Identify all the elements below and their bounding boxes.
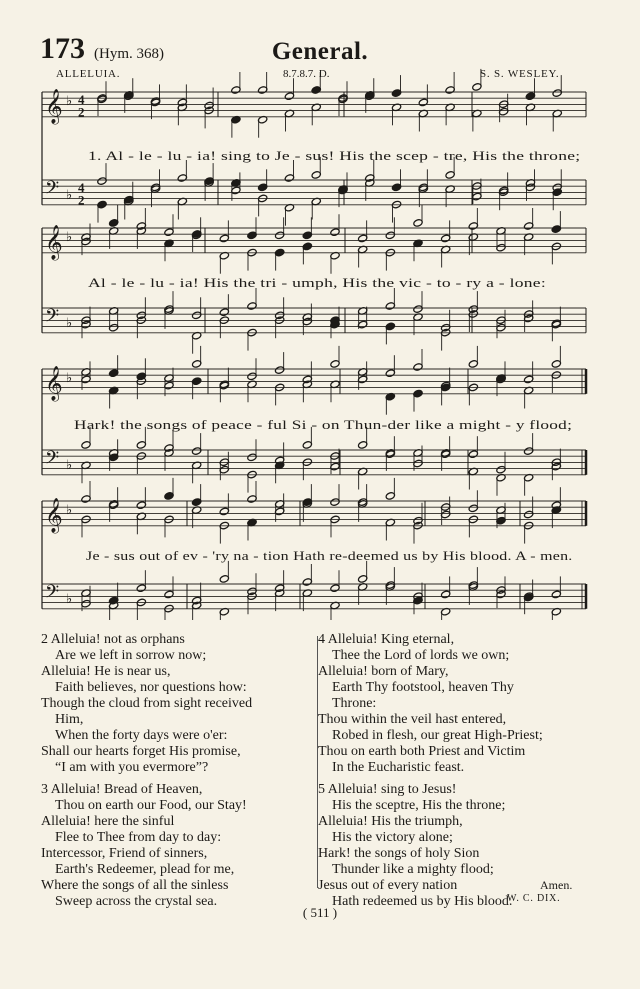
hymn-section-title: General.: [271, 38, 369, 65]
verse-line: Thunder like a mighty flood;: [332, 862, 494, 877]
flat-icon: ♭: [66, 591, 73, 606]
verse-line: 3 Alleluia! Bread of Heaven,: [41, 782, 203, 797]
bass-clef-icon: 𝄢: [45, 448, 60, 473]
verse-line: Alleluia! He is near us,: [41, 664, 171, 679]
verse-line: Alleluia! born of Mary,: [318, 664, 449, 679]
flat-icon: ♭: [66, 93, 73, 108]
verse-line: Thou on earth our Food, our Stay!: [55, 798, 247, 813]
verse-line: Thou on earth both Priest and Victim: [318, 744, 526, 759]
time-signature: 4: [78, 180, 85, 195]
verse-line: In the Eucharistic feast.: [332, 760, 465, 775]
verse-stanza: [41, 782, 252, 910]
hymn-number: 173: [40, 32, 85, 65]
bass-clef-icon: 𝄢: [45, 306, 60, 331]
verse-line: Him,: [55, 712, 84, 727]
verse-line: Sweep across the crystal sea.: [55, 894, 218, 909]
verse-line: Hath redeemed us by His blood.: [332, 894, 513, 909]
flat-icon: ♭: [66, 315, 73, 330]
flat-icon: ♭: [66, 502, 73, 517]
time-signature: 4: [78, 92, 85, 107]
bass-clef-icon: 𝄢: [45, 178, 60, 203]
time-signature: 2: [78, 104, 85, 120]
verse-line: Flee to Thee from day to day:: [55, 830, 222, 845]
bass-clef-icon: 𝄢: [45, 582, 60, 607]
verse-line: Faith believes, nor questions how:: [55, 680, 247, 695]
verse-line: Alleluia! His the triumph,: [318, 814, 463, 829]
treble-clef-icon: 𝄞: [45, 498, 63, 533]
time-signature: 2: [78, 192, 85, 208]
verse-line: Earth Thy footstool, heaven Thy: [332, 680, 514, 695]
verse-line: Though the cloud from sight received: [41, 696, 253, 711]
composer: S. S. WESLEY.: [480, 68, 560, 80]
verse-line: 4 Alleluia! King eternal,: [318, 632, 455, 647]
meter: 8.7.8.7. D.: [283, 68, 330, 80]
flat-icon: ♭: [66, 187, 73, 202]
flat-icon: ♭: [66, 229, 73, 244]
verse-line: 2 Alleluia! not as orphans: [41, 632, 185, 647]
verse-line: His the victory alone;: [332, 830, 453, 845]
page-number: ( 511 ): [302, 905, 338, 920]
verses-right-column: [318, 632, 543, 910]
verse-line: Earth's Redeemer, plead for me,: [55, 862, 235, 877]
flat-icon: ♭: [66, 370, 73, 385]
verse-line: When the forty days were o'er:: [55, 728, 228, 743]
verse-line: Hark! the songs of holy Sion: [318, 846, 480, 861]
verse-line: Robed in flesh, our great High-Priest;: [332, 728, 543, 743]
verse-line: 5 Alleluia! sing to Jesus!: [318, 782, 457, 797]
verse-line: “I am with you evermore”?: [55, 760, 209, 775]
verse-line: Intercessor, Friend of sinners,: [41, 846, 208, 861]
verse-line: Thou within the veil hast entered,: [318, 712, 507, 727]
verse-line: Throne:: [332, 696, 377, 711]
lyric-line-3: Hark! the songs of peace - ful Si - on Thun-der like a might - y flood;: [74, 418, 573, 432]
flat-icon: ♭: [66, 457, 73, 472]
treble-clef-icon: 𝄞: [45, 225, 63, 260]
amen-text: Amen.: [540, 878, 573, 892]
verse-line: Are we left in sorrow now;: [55, 648, 207, 663]
verse-line: Thee the Lord of lords we own;: [332, 648, 510, 663]
verse-stanza: [41, 632, 252, 776]
verse-stanza: [318, 632, 543, 776]
verse-line: Alleluia! here the sinful: [41, 814, 175, 829]
treble-clef-icon: 𝄞: [45, 366, 63, 401]
verse-stanza: [318, 782, 543, 910]
lyric-line-1: 1. Al - le - lu - ia! sing to Je - sus! His the scep - tre, His the throne;: [88, 149, 581, 163]
verse-line: Jesus out of every nation: [318, 878, 458, 893]
lyric-line-2: Al - le - lu - ia! His the tri - umph, His the vic - to - ry a - lone:: [88, 276, 546, 290]
verses-left-column: [41, 632, 252, 910]
verse-line: His the sceptre, His the throne;: [332, 798, 506, 813]
hymn-cross-reference: (Hym. 368): [94, 46, 164, 62]
tune-name: ALLELUIA.: [56, 68, 121, 80]
author: W. C. DIX.: [507, 893, 561, 904]
verse-line: Shall our hearts forget His promise,: [41, 744, 241, 759]
treble-clef-icon: 𝄞: [45, 89, 63, 124]
verse-line: Where the songs of all the sinless: [41, 878, 229, 893]
lyric-line-4: Je - sus out of ev - 'ry na - tion Hath re-deemed us by His blood. A - men.: [86, 549, 573, 563]
